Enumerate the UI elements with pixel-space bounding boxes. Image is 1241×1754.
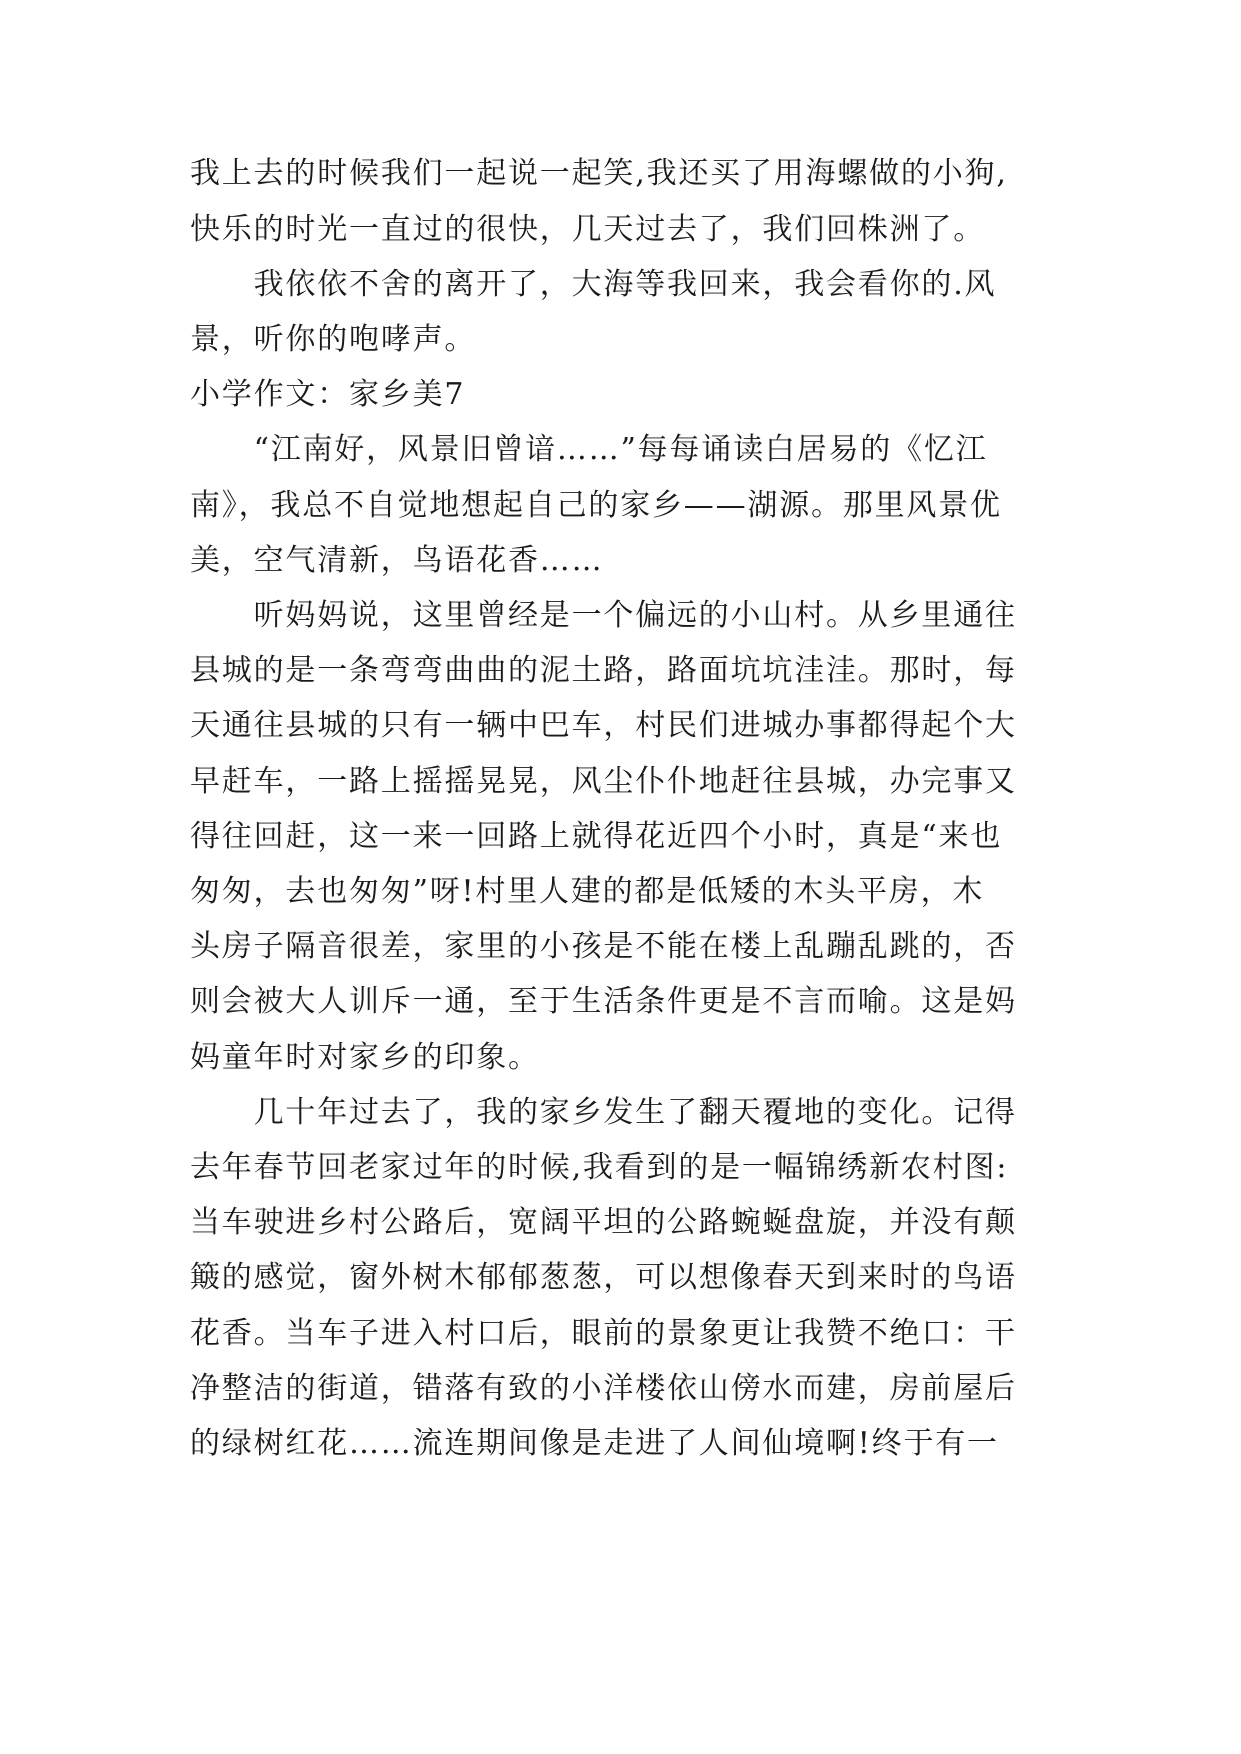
- text-line: 我上去的时候我们一起说一起笑,我还买了用海螺做的小狗,: [190, 156, 1008, 191]
- text-line: 早赶车，一路上摇摇晃晃，风尘仆仆地赶往县城，办完事又: [190, 764, 1017, 799]
- text-line: 簸的感觉，窗外树木郁郁葱葱，可以想像春天到来时的鸟语: [190, 1260, 1017, 1295]
- text-line: 天通往县城的只有一辆中巴车，村民们进城办事都得起个大: [190, 708, 1017, 743]
- section-heading: 小学作文：家乡美7: [190, 377, 466, 412]
- text-line: 头房子隔音很差，家里的小孩是不能在楼上乱蹦乱跳的，否: [190, 929, 1017, 964]
- text-line: 南》，我总不自觉地想起自己的家乡——湖源。那里风景优: [190, 488, 1002, 523]
- text-line: 美，空气清新，鸟语花香……: [190, 543, 604, 578]
- text-line: 匆匆，去也匆匆”呀!村里人建的都是低矮的木头平房，木: [190, 874, 985, 909]
- text-line: 花香。当车子进入村口后，眼前的景象更让我赞不绝口：干: [190, 1316, 1017, 1351]
- text-line: 景，听你的咆哮声。: [190, 322, 477, 357]
- text-line: 当车驶进乡村公路后，宽阔平坦的公路蜿蜒盘旋，并没有颠: [190, 1205, 1017, 1240]
- text-line: 妈童年时对家乡的印象。: [190, 1040, 540, 1075]
- text-line: 县城的是一条弯弯曲曲的泥土路，路面坑坑洼洼。那时，每: [190, 653, 1017, 688]
- text-line: “江南好，风景旧曾谙……”每每诵读白居易的《忆江: [190, 432, 988, 467]
- text-line: 得往回赶，这一来一回路上就得花近四个小时，真是“来也: [190, 819, 1003, 854]
- text-line: 去年春节回老家过年的时候,我看到的是一幅锦绣新农村图:: [190, 1150, 1009, 1185]
- text-line: 几十年过去了，我的家乡发生了翻天覆地的变化。记得: [190, 1095, 1017, 1130]
- text-line: 我依依不舍的离开了，大海等我回来，我会看你的.风: [190, 267, 997, 302]
- text-line: 则会被大人训斥一通，至于生活条件更是不言而喻。这是妈: [190, 984, 1017, 1019]
- text-line: 净整洁的街道，错落有致的小洋楼依山傍水而建，房前屋后: [190, 1371, 1017, 1406]
- text-line: 快乐的时光一直过的很快，几天过去了，我们回株洲了。: [190, 212, 985, 247]
- text-line: 的绿树红花……流连期间像是走进了人间仙境啊!终于有一: [190, 1426, 999, 1461]
- text-line: 听妈妈说，这里曾经是一个偏远的小山村。从乡里通往: [190, 598, 1017, 633]
